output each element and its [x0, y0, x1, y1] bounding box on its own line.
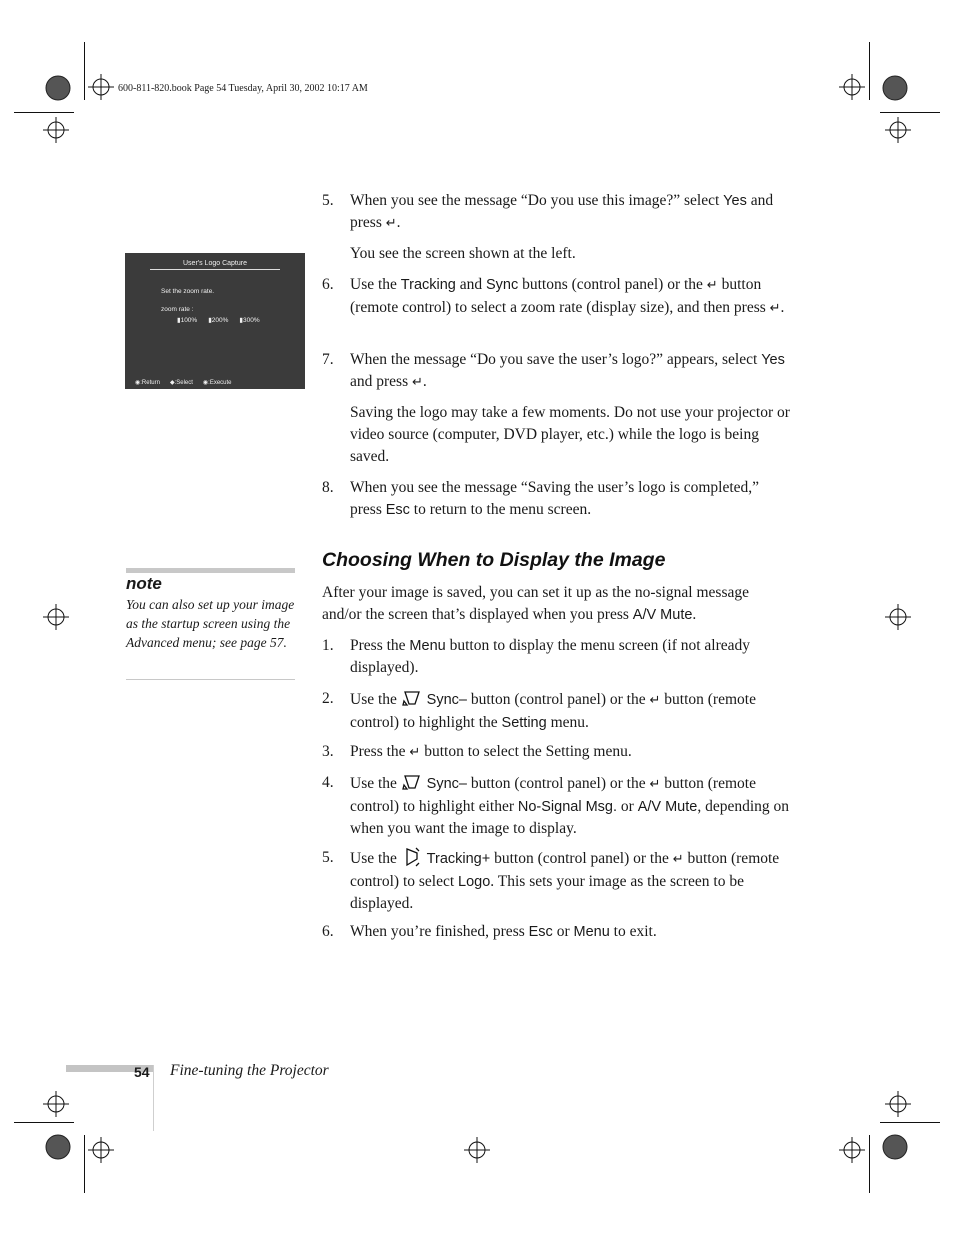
step-8: 8. When you see the message “Saving the user’s logo is completed,” press Esc to return to the menu screen.	[322, 479, 760, 518]
screen-note: You see the screen shown at the left.	[350, 245, 576, 262]
screen-divider	[150, 269, 280, 270]
step-b-6: 6. When you’re finished, press Esc or Menu to exit.	[322, 923, 657, 940]
logo-capture-screen	[125, 253, 305, 389]
enter-arrow-icon: ↵	[409, 745, 421, 760]
screen-prompt: Set the zoom rate.	[161, 288, 215, 295]
crop-mark-icon	[88, 74, 114, 100]
crop-mark-icon	[464, 1137, 490, 1163]
key-label: Sync	[486, 277, 519, 293]
print-header: 600-811-820.book Page 54 Tuesday, April 30, 2002 10:17 AM	[118, 83, 368, 94]
enter-arrow-icon: ↵	[649, 693, 661, 708]
tracking-plus-icon	[401, 847, 423, 867]
crop-mark-icon	[88, 1137, 114, 1163]
crop-mark-icon	[43, 117, 69, 143]
zoom-options	[177, 316, 260, 324]
screen-title: User's Logo Capture	[183, 260, 247, 267]
key-label: Tracking	[400, 277, 456, 293]
crop-mark-icon	[839, 74, 865, 100]
zoom-option: ▮100%	[177, 317, 198, 324]
sync-minus-icon	[401, 688, 423, 708]
crop-mark-icon	[885, 117, 911, 143]
color-wheel-icon	[883, 1135, 907, 1159]
note-title: note	[126, 574, 162, 593]
enter-arrow-icon: ↵	[385, 216, 397, 231]
step-b-2: 2. Use the Sync– button (control panel) or the ↵ button (remote control) to highlight the Setting menu.	[322, 690, 756, 731]
saving-note: Saving the logo may take a few moments. Do not use your projector or video source (computer, DVD player, etc.) while the logo is being saved.	[350, 404, 790, 465]
step-b-1: 1. Press the Menu button to display the menu screen (if not already displayed).	[322, 637, 751, 676]
return-icon: ◉	[135, 380, 141, 386]
key-label: Setting	[501, 715, 547, 731]
select-arrows-icon: ◆	[169, 380, 175, 386]
key-label: Yes	[761, 352, 785, 368]
screen-label: zoom rate :	[161, 306, 194, 313]
sync-minus-icon	[401, 772, 423, 792]
step-b-3: 3. Press the ↵ button to select the Setting menu.	[322, 743, 632, 760]
key-label: Menu	[573, 924, 610, 940]
step-6: 6. Use the Tracking and Sync buttons (control panel) or the ↵ button (remote control) to select a zoom rate (display size), and then press ↵.	[322, 276, 785, 316]
footer-divider	[153, 1065, 154, 1131]
section-title: Choosing When to Display the Image	[322, 549, 666, 571]
page-number: 54	[134, 1064, 150, 1080]
zoom-option: ▮300%	[239, 317, 260, 324]
crop-mark-icon	[885, 1091, 911, 1117]
key-label: Logo	[458, 874, 491, 890]
enter-arrow-icon: ↵	[706, 278, 718, 293]
crop-mark-icon	[885, 604, 911, 630]
screen-footer: ◉:Return ◆:Select ◉:Execute	[135, 380, 232, 386]
enter-arrow-icon: ↵	[672, 852, 684, 867]
note-bar	[126, 568, 295, 573]
enter-arrow-icon: ↵	[649, 777, 661, 792]
execute-icon: ◉	[202, 380, 209, 386]
note-body: You can also set up your image as the startup screen using the Advanced menu; see page 57.	[126, 597, 295, 650]
note-rule	[126, 679, 295, 680]
key-label: A/V Mute	[637, 799, 698, 815]
color-wheel-icon	[46, 1135, 70, 1159]
key-label: A/V Mute	[632, 607, 693, 623]
key-label: Sync–	[426, 692, 467, 708]
color-wheel-icon	[883, 76, 907, 100]
key-label: Esc	[528, 924, 553, 940]
enter-arrow-icon: ↵	[412, 375, 423, 390]
key-label: No-Signal Msg.	[517, 799, 618, 815]
key-label: Sync–	[426, 776, 467, 792]
step-b-5: 5. Use the Tracking+ button (control panel) or the ↵ button (remote control) to select Logo. This sets your image as the screen to be displayed.	[322, 849, 780, 912]
crop-mark-icon	[43, 604, 69, 630]
key-label: Esc	[385, 502, 410, 518]
step-5: 5. When you see the message “Do you use this image?” select Yes and press ↵.	[322, 192, 774, 231]
key-label: Yes	[723, 193, 747, 209]
crop-mark-icon	[43, 1091, 69, 1117]
enter-arrow-icon: ↵	[769, 301, 781, 316]
color-wheel-icon	[46, 76, 70, 100]
key-label: Tracking+	[426, 851, 491, 867]
key-label: Menu	[409, 638, 446, 654]
crop-mark-icon	[839, 1137, 865, 1163]
step-7: 7. When the message “Do you save the user’s logo?” appears, select Yes and press ↵.	[322, 351, 785, 390]
intro-paragraph: After your image is saved, you can set it up as the no-signal message and/or the screen that’s displayed when you press A/V Mute.	[322, 584, 749, 623]
zoom-option: ▮200%	[208, 317, 229, 324]
chapter-title: Fine-tuning the Projector	[170, 1062, 329, 1079]
step-b-4: 4. Use the Sync– button (control panel) or the ↵ button (remote control) to highlight either No-Signal Msg. or A/V Mute, depending on when you want the image to display.	[322, 774, 790, 837]
